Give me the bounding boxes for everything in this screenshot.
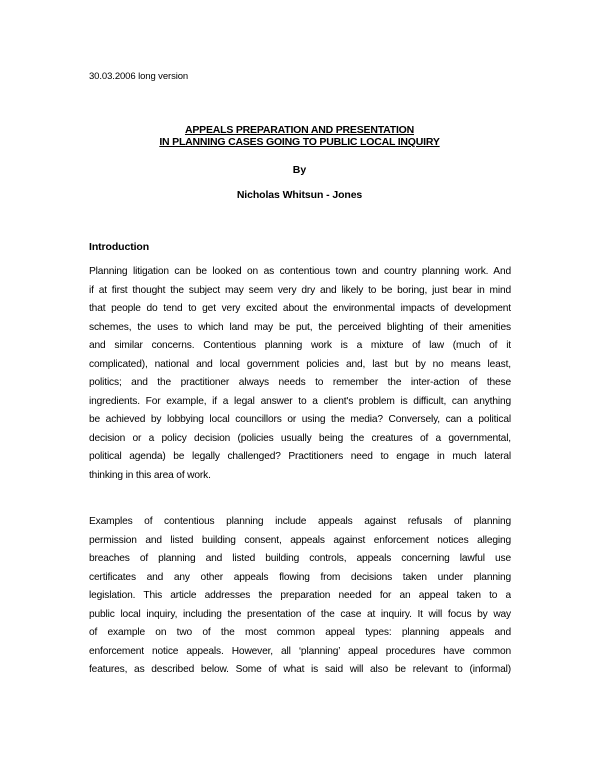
paragraph-introduction-2 [89,513,511,680]
text-line: of example on two of the most common appeal types: planning appeals and [89,627,511,639]
text-line: be achieved by lobbying local councillors or using the media? Conversely, can a political [89,414,511,426]
text-line: ingredients. For example, if a legal answer to a client's problem is difficult, can anything [89,395,511,407]
paragraph-introduction-1 [89,263,511,486]
text-line: breaches of planning and listed building controls, appeals concerning lawful use [89,553,511,565]
text-line: political agenda) be legally challenged? Practitioners need to engage in much lateral [89,451,511,463]
document-title-line-2: IN PLANNING CASES GOING TO PUBLIC LOCAL INQUIRY [159,136,440,148]
text-line: permission and listed building consent, appeals against enforcement notices alleging [89,534,511,546]
text-line: decision or a policy decision (policies usually being the creatures of a governmental, [89,432,511,444]
text-line: Planning litigation can be looked on as contentious town and country planning work. And [89,266,511,277]
text-line: enforcement notice appeals. However, all ‘planning’ appeal procedures have common [89,645,511,657]
text-line: schemes, the uses to which land may be put, the perceived blighting of their amenities [89,321,511,333]
byline-label: By [292,164,307,176]
text-line: thinking in this area of work. [89,470,211,482]
version-note: 30.03.2006 long version [89,71,189,82]
text-line: legislation. This article addresses the preparation needed for an appeal taken to a [89,590,511,602]
section-heading: Introduction [89,241,150,253]
text-line: if at first thought the subject may seem very dry and likely to be boring, just bear in mind [89,284,511,296]
author-name: Nicholas Whitsun - Jones [236,189,363,201]
document-title-line-1: APPEALS PREPARATION AND PRESENTATION [184,124,415,136]
text-line: Examples of contentious planning include appeals against refusals of planning [89,516,511,527]
text-line: features, as described below. Some of what is said will also be relevant to (informal) [89,664,511,676]
text-line: certificates and any other appeals flowing from decisions taken under planning [89,571,511,583]
text-line: complicated), national and local government policies and, last but by no means least, [89,358,511,370]
text-line: politics; and the practitioner always needs to remember the inter-action of these [89,377,511,389]
text-line: public local inquiry, including the presentation of the case at inquiry. It will focus by way [89,608,511,620]
text-line: and similar concerns. Contentious planning work is a mixture of law (much of it [89,340,511,352]
text-line: that people do tend to get very excited about the environmental impacts of development [89,303,511,315]
